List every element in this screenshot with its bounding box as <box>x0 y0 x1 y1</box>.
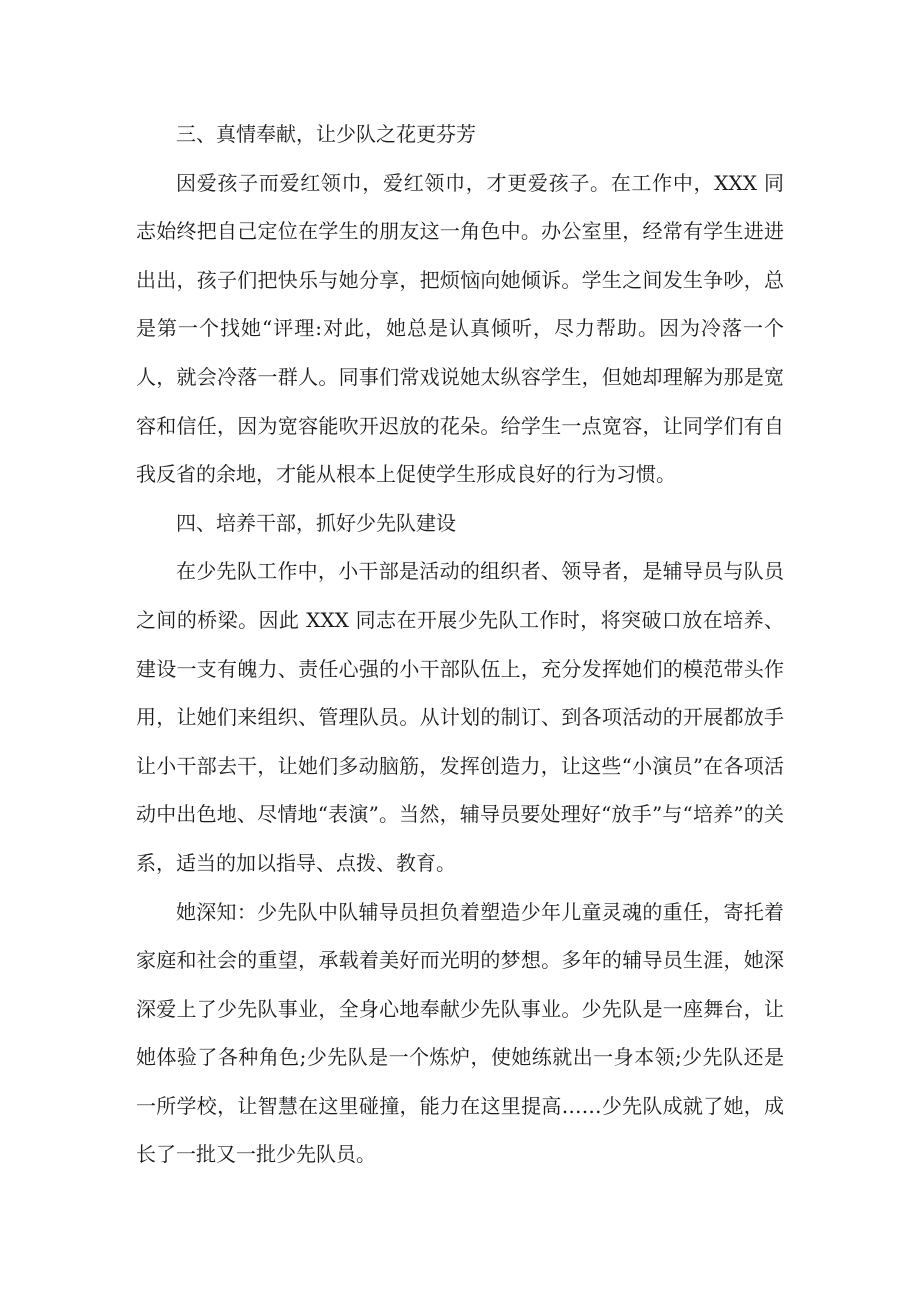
document-body <box>136 110 784 1179</box>
section-4-paragraph-2: 她深知：少先队中队辅导员担负着塑造少年儿童灵魂的重任，寄托着家庭和社会的重望，承载着美好而光明的梦想。多年的辅导员生涯，她深深爱上了少先队事业，全身心地奉献少先队事业。少先队是一座舞台，让她体验了各种角色;少先队是一个炼炉，使她练就出一身本领;少先队还是一所学校，让智慧在这里碰撞，能力在这里提高……少先队成就了她，成长了一批又一批少先队员。 <box>136 899 784 1167</box>
section-heading-4: 四、培养干部，抓好少先队建设 <box>176 510 456 535</box>
section-3-paragraph-1: 因爱孩子而爱红领巾，爱红领巾，才更爱孩子。在工作中，XXX 同志始终把自己定位在学生的朋友这一角色中。办公室里，经常有学生进进出出，孩子们把快乐与她分享，把烦恼向她倾诉。学生之间发生争吵，总是第一个找她“评理:对此，她总是认真倾听，尽力帮助。因为冷落一个人，就会冷落一群人。同事们常戏说她太纵容学生，但她却理解为那是宽容和信任，因为宽容能吹开迟放的花朵。给学生一点宽容，让同学们有自我反省的余地，才能从根本上促使学生形成良好的行为习惯。 <box>136 170 784 487</box>
section-heading-3: 三、真情奉献，让少队之花更芬芳 <box>176 122 476 146</box>
section-4-paragraph-1: 在少先队工作中，小干部是活动的组织者、领导者，是辅导员与队员之间的桥梁。因此 XXX 同志在开展少先队工作时，将突破口放在培养、建设一支有魄力、责任心强的小干部队伍上，充分发挥她们的模范带头作用，让她们来组织、管理队员。从计划的制订、到各项活动的开展都放手让小干部去干，让她们多动脑筋，发挥创造力，让这些“小演员”在各项活动中出色地、尽情地“表演”。当然，辅导员要处理好“放手”与“培养”的关系，适当的加以指导、点拨、教育。 <box>136 559 784 875</box>
